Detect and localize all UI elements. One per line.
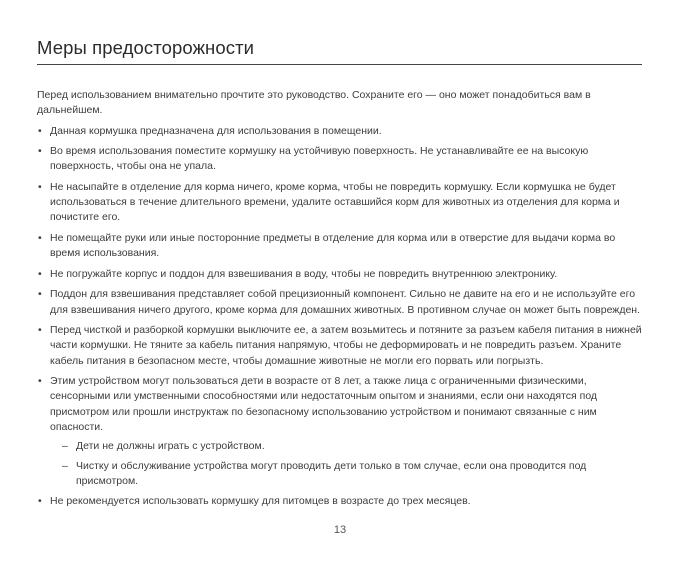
list-item [37,323,642,369]
list-item-text: Не помещайте руки или иные посторонние предметы в отделение для корма или в отверстие для выдачи корма во время использования. [50,231,616,260]
list-item [37,124,642,139]
list-item [37,267,642,282]
children-sublist [50,439,642,489]
list-item-text: Во время использования поместите кормушку на устойчивую поверхность. Не устанавливайте ее на высокую поверхность, чтобы она не упала. [50,145,589,173]
list-item [37,231,642,262]
list-item [37,144,642,175]
intro-paragraph: Перед использованием внимательно прочтите это руководство. Сохраните его — оно может понадобиться вам в дальнейшем. [37,89,591,117]
sub-list-item [50,439,642,454]
bullet-marker: • [38,495,42,508]
bullet-marker: • [38,288,42,301]
precautions-content [37,88,642,515]
title-divider [37,64,642,65]
list-item-text: Не рекомендуется использовать кормушку для питомцев в возрасте до трех месяцев. [50,495,471,508]
list-item [37,494,642,509]
bullet-marker: • [38,145,42,158]
list-item [37,374,642,489]
sub-list-item-text: Дети не должны играть с устройством. [76,440,265,453]
dash-marker: – [62,459,68,472]
dash-marker: – [62,440,68,453]
list-item-text: Поддон для взвешивания представляет собой прецизионный компонент. Сильно не давите на его и не используйте его для взвешивания ничего другого, кроме корма для домашних животных. В противном случае он может быть поврежден. [50,288,641,316]
bullet-marker: • [38,231,42,244]
bullet-marker: • [38,375,42,388]
page-title: Меры предосторожности [37,37,255,58]
page-number: 13 [333,524,347,536]
sub-list-item-text: Чистку и обслуживание устройства могут проводить дети только в том случае, если она проводится под присмотром. [76,459,587,487]
list-item-text: Не погружайте корпус и поддон для взвешивания в воду, чтобы не повредить внутреннюю электронику. [50,267,558,280]
bullet-marker: • [38,124,42,137]
list-item [37,180,642,226]
list-item-text: Перед чисткой и разборкой кормушки выключите ее, а затем возьмитесь и потяните за разъем кабеля питания в нижней части кормушки. Не тяните за кабель питания напрямую, чтобы не деформировать и не повредить разъем. Храните кабель питания в безопасном месте, чтобы домашние животные не могли его порвать или погрызть. [50,323,642,367]
list-item-text: Этим устройством могут пользоваться дети в возрасте от 8 лет, а также лица с ограниченными физическими, сенсорными или умственными способностями или недостаточным опытом и знаниями, если они находятся под присмотром или прошли инструктаж по безопасному использованию устройством и понимают связанные с ним опасности. [50,375,598,433]
list-item-text: Данная кормушка предназначена для использования в помещении. [50,124,382,137]
list-item-text: Не насыпайте в отделение для корма ничего, кроме корма, чтобы не повредить кормушку. Если кормушка не будет использоваться в течение длительного времени, удалите оставшийся корм для животных из отделения для корма и почистите его. [50,180,620,224]
list-item [37,287,642,318]
bullet-marker: • [38,180,42,193]
bullet-marker: • [38,323,42,336]
bullet-marker: • [38,267,42,280]
precautions-list [37,124,642,510]
sub-list-item [50,459,642,490]
